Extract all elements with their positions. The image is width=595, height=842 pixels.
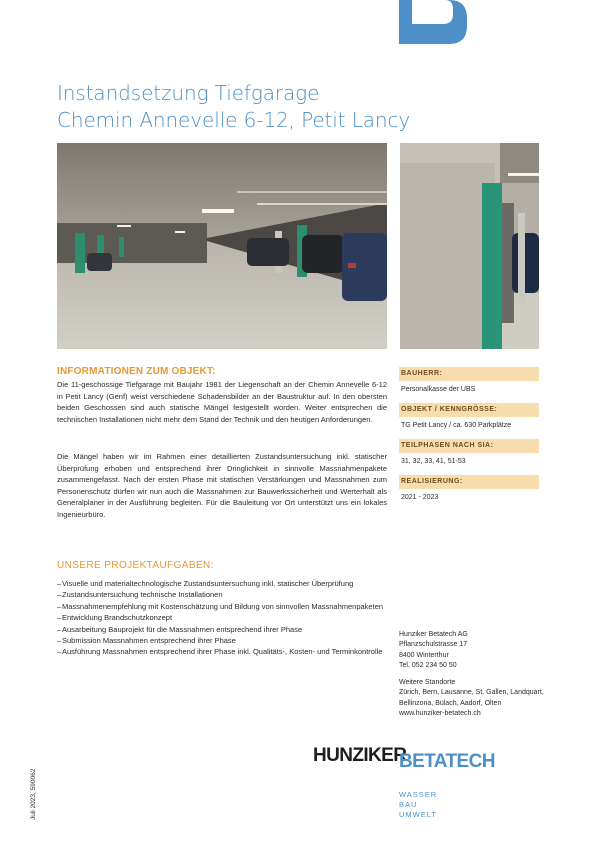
tasks-heading: UNSERE PROJEKTAUFGABEN: [57, 560, 214, 571]
task-text: Entwicklung Brandschutzkonzept [62, 613, 173, 623]
task-item [57, 646, 387, 657]
task-item [57, 589, 387, 600]
brand-name-part-2: BETATECH [399, 751, 495, 772]
tasks-list [57, 578, 387, 658]
fact-label-bauherr: BAUHERR: [399, 367, 539, 381]
fact-value-teilphasen: 31, 32, 33, 41, 51-53 [401, 458, 466, 465]
info-heading: INFORMATIONEN ZUM OBJEKT: [57, 366, 216, 377]
task-dash: – [57, 601, 62, 611]
company-city: 8400 Winterthur [399, 651, 449, 659]
locations-line-1: Zürich, Bern, Lausanne, St. Gallen, Landquart, [399, 689, 544, 697]
document-date-code: Juli 2023, 590062 [30, 768, 37, 820]
locations-line-2: Bellinzona, Bülach, Aadorf, Olten [399, 699, 502, 707]
task-item [57, 624, 387, 635]
task-text: Visuelle und materialtechnologische Zustandsuntersuchung inkl. statischer Überprüfung [62, 579, 354, 588]
company-website[interactable]: www.hunziker-betatech.ch [399, 710, 481, 718]
fact-label-teilphasen: TEILPHASEN NACH SIA: [399, 439, 539, 453]
task-item [57, 612, 387, 623]
company-name: Hunziker Betatech AG [399, 631, 468, 638]
task-dash: – [57, 636, 62, 646]
task-item [57, 578, 387, 589]
brand-name-part-1: HUNZIKER [313, 745, 407, 766]
task-dash: – [57, 613, 62, 623]
task-item [57, 601, 387, 612]
tagline-wasser: WASSER [399, 790, 438, 799]
task-text: Ausarbeitung Bauprojekt für die Massnahmen entsprechend ihrer Phase [62, 624, 303, 634]
task-dash: – [57, 590, 62, 600]
fact-value-bauherr: Personalkasse der UBS [401, 386, 476, 393]
task-text: Massnahmenempfehlung mit Kostenschätzung und Bildung von sinnvollen Massnahmenpaketen [62, 601, 384, 611]
brand-wordmark [313, 745, 513, 772]
info-paragraph-1: Die 11-geschossige Tiefgarage mit Baujahr 1981 der Liegenschaft an der Chemin Annevelle 6-12 in Petit Lancy (Genf) weist verschiedene Schadensbilder an der Baustruktur auf. In den obersten beiden Geschossen sind auch statische Mängel festgestellt worden. Weiter entsprechen die technischen Installationen nicht mehr dem Stand der Technik und den heutigen Anforderungen. [57, 380, 387, 424]
company-street: Pflanzschulstrasse 17 [399, 641, 468, 649]
task-item [57, 635, 387, 646]
fact-label-objekt: OBJEKT / KENNGRÖSSE: [399, 403, 539, 417]
tagline-umwelt: UMWELT [399, 810, 437, 819]
brand-tagline [399, 790, 437, 820]
page-title [57, 80, 537, 134]
locations-heading: Weitere Standorte [399, 679, 456, 687]
fact-label-realisierung: REALISIERUNG: [399, 475, 539, 489]
task-dash: – [57, 647, 62, 657]
info-paragraph-2: Die Mängel haben wir im Rahmen einer detaillierten Zustandsuntersuchung inkl. statischer Überprüfung erhoben und entsprechend ihrer Dringlichkeit in sinnvolle Massnahmenpakete zusammengefasst. Nach der ersten Phase mit statischen Verstärkungen und Massnahmen zum Personenschutz dürfen wir nun auch die Massnahmen zur Bauwerkssicherheit und Werterhalt als Generalplaner in der Ausführung begleiten. Für die Bauleitung vor Ort unterstützt uns ein lokales Ingenieurbüro. [57, 452, 387, 519]
logo-mark [399, 0, 469, 44]
task-text: Submission Massnahmen entsprechend ihrer Phase [62, 636, 236, 646]
garage-photo [57, 143, 387, 349]
task-dash: – [57, 579, 62, 588]
title-line-2: Chemin Annevelle 6-12, Petit Lancy [57, 108, 411, 132]
fact-value-objekt: TG Petit Lancy / ca. 630 Parkplätze [401, 422, 512, 429]
task-text: Ausführung Massnahmen entsprechend ihrer Phase inkl. Qualitäts-, Kosten- und Terminkontrolle [62, 647, 383, 657]
contact-block [399, 630, 549, 719]
title-line-1: Instandsetzung Tiefgarage [57, 81, 320, 105]
task-text: Zustandsuntersuchung technische Installationen [62, 590, 223, 600]
project-facts [399, 367, 539, 511]
task-dash: – [57, 624, 62, 634]
column-photo [400, 143, 539, 349]
tagline-bau: BAU [399, 800, 418, 809]
company-phone: Tel. 052 234 50 50 [399, 661, 457, 669]
fact-value-realisierung: 2021 - 2023 [401, 494, 439, 501]
